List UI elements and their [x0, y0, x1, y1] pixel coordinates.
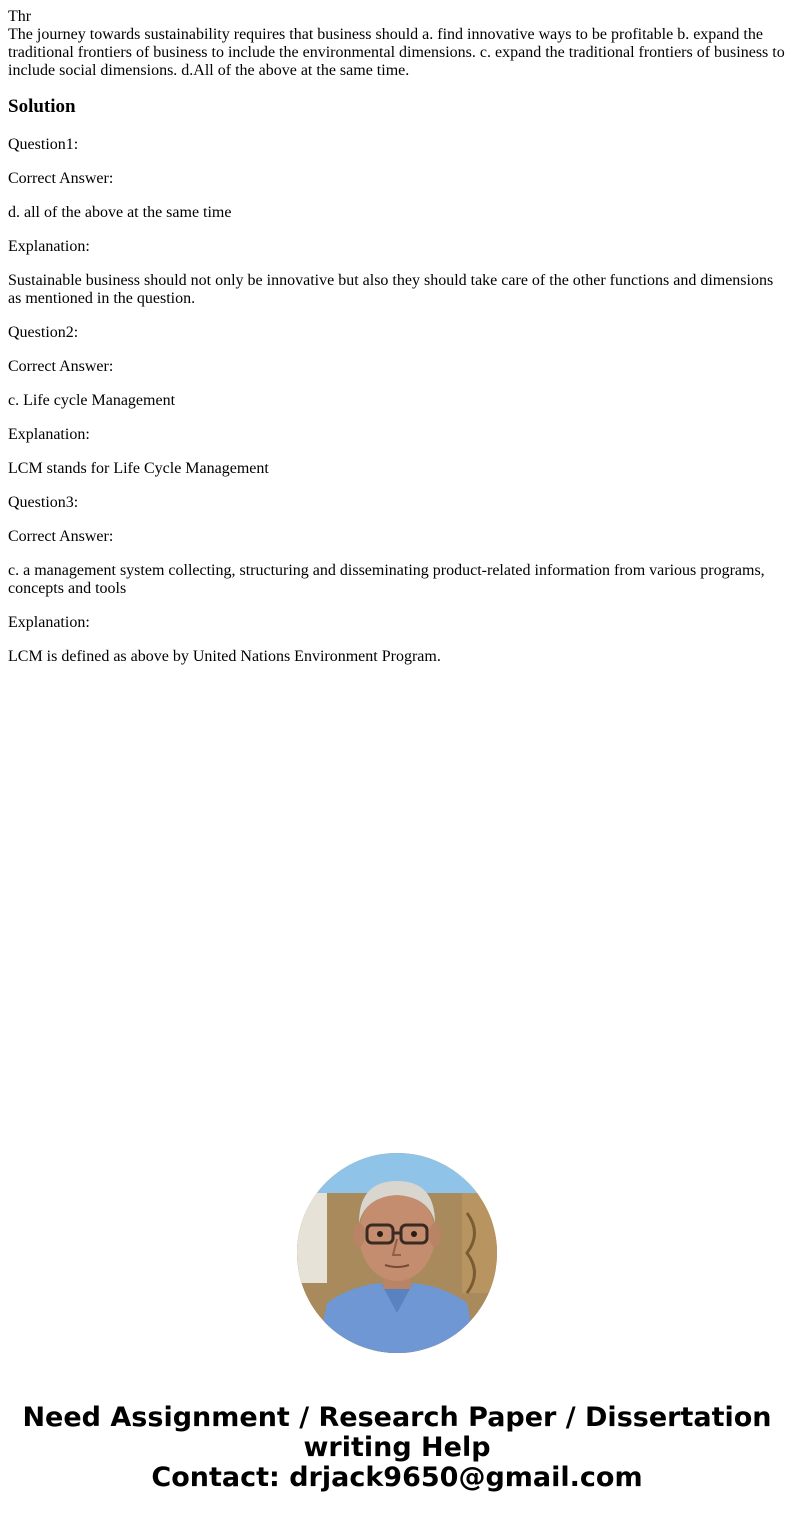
- question-2-answer: c. Life cycle Management: [8, 392, 176, 409]
- question-1-explanation-label: Explanation:: [8, 238, 90, 255]
- question-2-explanation: LCM stands for Life Cycle Management: [8, 460, 269, 477]
- avatar: [297, 1153, 497, 1353]
- solution-heading: Solution: [8, 96, 76, 117]
- question-1-answer: d. all of the above at the same time: [8, 204, 232, 221]
- question-prefix: Thr: [8, 8, 32, 25]
- promo-line-1: Need Assignment / Research Paper / Dissertation: [22, 1402, 772, 1433]
- question-3-correct-label: Correct Answer:: [8, 528, 114, 545]
- promo-contact: Contact: drjack9650@gmail.com: [151, 1462, 643, 1493]
- promo-banner: [0, 1403, 794, 1493]
- question-3-explanation: LCM is defined as above by United Nations Environment Program.: [8, 648, 441, 665]
- question-1-label: Question1:: [8, 136, 79, 153]
- question-3-label: Question3:: [8, 494, 79, 511]
- question-2-correct-label: Correct Answer:: [8, 358, 114, 375]
- question-2-explanation-label: Explanation:: [8, 426, 90, 443]
- document-content: [8, 8, 786, 682]
- question-1-explanation: Sustainable business should not only be innovative but also they should take care of the other functions and dimensions as mentioned in the question.: [8, 272, 774, 307]
- question-2-label: Question2:: [8, 324, 79, 341]
- promo-line-2: writing Help: [303, 1432, 491, 1463]
- question-3-explanation-label: Explanation:: [8, 614, 90, 631]
- question-1-correct-label: Correct Answer:: [8, 170, 114, 187]
- question-text: The journey towards sustainability requires that business should a. find innovative ways to be profitable b. expand the traditional frontiers of business to include the environmental dimensions. c. expand the traditional frontiers of business to include social dimensions. d.All of the above at the same time.: [8, 26, 785, 79]
- question-3-answer: c. a management system collecting, structuring and disseminating product-related information from various programs, concepts and tools: [8, 562, 765, 597]
- person-photo-icon: [297, 1153, 497, 1353]
